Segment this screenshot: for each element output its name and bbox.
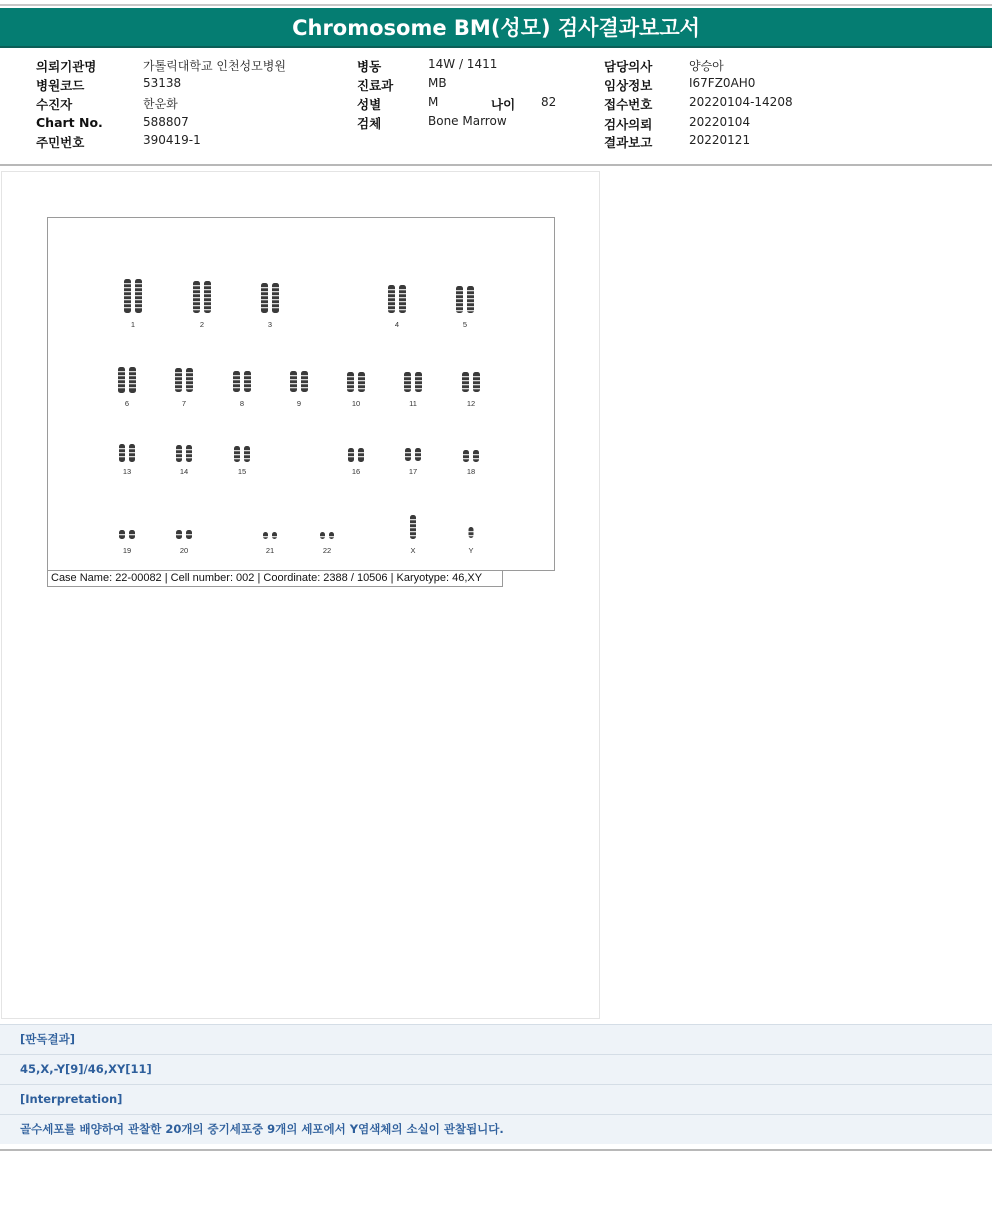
chromosome <box>415 448 421 461</box>
chromosome-band <box>261 299 268 300</box>
chromosome-band <box>388 297 395 298</box>
chromosome-band <box>175 380 182 381</box>
chromosome-pair-6 <box>118 367 136 408</box>
chromosome-band <box>135 283 142 284</box>
request-date-value: 20220104 <box>689 115 751 129</box>
chromosome-band <box>473 384 480 385</box>
chromosome-pair-9 <box>290 371 308 408</box>
interpretation-header: [Interpretation] <box>0 1084 992 1114</box>
chromosome-band <box>462 384 469 385</box>
chromosome-label: 10 <box>351 399 361 408</box>
chromosome-pair-15 <box>234 446 250 476</box>
ward-value: 14W / 1411 <box>428 57 498 71</box>
karyotype-result: 45,X,-Y[9]/46,XY[11] <box>0 1054 992 1084</box>
chromosome-band <box>261 295 268 296</box>
chromosome-label: 11 <box>409 399 417 408</box>
receipt-no-value: 20220104-14208 <box>689 95 793 109</box>
receipt-no-label: 접수번호 <box>604 97 653 112</box>
chromosome-band <box>204 297 211 298</box>
chromosome-label: X <box>410 546 416 555</box>
chromosome-band <box>118 375 125 376</box>
chromosome-band <box>186 449 192 450</box>
chromosome-band <box>388 305 395 306</box>
institution-label: 의뢰기관명 <box>36 59 97 74</box>
chromosome-band <box>405 456 411 457</box>
hospital-code-label: 병원코드 <box>36 78 85 93</box>
chromosome-band <box>456 290 463 291</box>
chromosome-band <box>124 295 131 296</box>
chromosome-band <box>272 307 279 308</box>
chromosome-label: 17 <box>408 467 418 476</box>
chromosome <box>233 371 240 392</box>
chromosome-band <box>290 383 297 384</box>
chromosome-band <box>186 384 193 385</box>
chromosome-band <box>272 295 279 296</box>
chromosome-pair-17 <box>405 448 421 476</box>
chromosome-band <box>410 519 416 520</box>
chromosome-pair-19 <box>119 530 135 555</box>
karyogram-svg <box>48 218 554 570</box>
chromosome-label: 1 <box>130 320 136 329</box>
chromosome-band <box>415 384 422 385</box>
chromosome-band <box>129 387 136 388</box>
chromosome-band <box>129 456 135 457</box>
patient-info-section <box>0 48 992 166</box>
chromosome-band <box>410 527 416 528</box>
chromosome-band <box>193 285 200 286</box>
chromosome-band <box>244 387 251 388</box>
chromosome-band <box>176 534 182 535</box>
chromosome-label: 6 <box>124 399 130 408</box>
chromosome-band <box>234 458 240 459</box>
chromosome-band <box>135 291 142 292</box>
specimen-label: 검체 <box>357 116 382 131</box>
top-rule <box>0 4 992 6</box>
chromosome-pair-20 <box>176 530 192 555</box>
chromosome-band <box>467 298 474 299</box>
chromosome-band <box>244 383 251 384</box>
interpretation-text: 골수세포를 배양하여 관찰한 20개의 중기세포중 9개의 세포에서 Y염색체의 소실이 관찰됩니다. <box>0 1114 992 1144</box>
chromosome-label: 20 <box>179 546 189 555</box>
chromosome-band <box>415 388 422 389</box>
report-title: Chromosome BM(성모) 검사결과보고서 <box>0 8 992 48</box>
chromosome-band <box>399 301 406 302</box>
chromosome-band <box>462 388 469 389</box>
chromosome-band <box>467 294 474 295</box>
chromosome <box>463 450 469 462</box>
chromosome-pair-5 <box>456 286 474 329</box>
chromosome-band <box>301 375 308 376</box>
chromosome-band <box>358 384 365 385</box>
chromosome-label: 12 <box>466 399 476 408</box>
patient-value: 한운화 <box>143 97 178 111</box>
age-label: 나이 <box>491 97 516 112</box>
chromosome-band <box>193 297 200 298</box>
chromosome-band <box>261 303 268 304</box>
chromosome-band <box>290 387 297 388</box>
chromosome <box>272 532 277 539</box>
hospital-code-value: 53138 <box>143 76 182 90</box>
chromosome-band <box>358 376 365 377</box>
chromosome <box>469 527 474 538</box>
chromosome-band <box>118 387 125 388</box>
chromosome <box>473 450 479 462</box>
chromosome-band <box>119 534 125 535</box>
chromosome-band <box>347 384 354 385</box>
karyotype-caption: Case Name: 22-00082 | Cell number: 002 | Coordinate: 2388 / 10506 | Karyotype: 46,XY <box>47 571 503 587</box>
chromosome-band <box>186 388 193 389</box>
chromosome-band <box>473 380 480 381</box>
chromosome-band <box>135 287 142 288</box>
chromosome-label: 19 <box>122 546 132 555</box>
chromosome-band <box>234 454 240 455</box>
chromosome-band <box>469 531 474 532</box>
chromosome-band <box>119 448 125 449</box>
chromosome-band <box>129 371 136 372</box>
bottom-rule <box>0 1149 992 1151</box>
chromosome-band <box>456 302 463 303</box>
chromosome-band <box>272 287 279 288</box>
chromosome-band <box>388 301 395 302</box>
chromosome-band <box>244 450 250 451</box>
chromosome-band <box>473 388 480 389</box>
chromosome-band <box>399 297 406 298</box>
chromosome-band <box>186 380 193 381</box>
resident-no-value: 390419-1 <box>143 133 201 147</box>
chromosome-band <box>462 380 469 381</box>
chromosome-band <box>129 448 135 449</box>
chromosome-label: 3 <box>267 320 273 329</box>
age-value: 82 <box>541 95 557 109</box>
patient-label: 수진자 <box>36 97 73 112</box>
doctor-label: 담당의사 <box>604 59 653 74</box>
chromosome-band <box>233 379 240 380</box>
chromosome-band <box>404 388 411 389</box>
chromosome-label: 8 <box>239 399 245 408</box>
chromosome-band <box>301 383 308 384</box>
clinical-info-value: I67FZ0AH0 <box>689 76 756 90</box>
chromosome-band <box>272 536 277 537</box>
department-label: 진료과 <box>357 78 394 93</box>
chromosome-band <box>135 299 142 300</box>
chromosome-band <box>193 309 200 310</box>
chromosome-band <box>415 456 421 457</box>
chromosome-pair-8 <box>233 371 251 408</box>
chromosome <box>405 448 411 461</box>
chromosome-band <box>124 291 131 292</box>
chromosome <box>348 448 354 462</box>
chromosome-pair-21 <box>263 532 277 555</box>
chromosome-band <box>404 384 411 385</box>
chromosome-band <box>244 454 250 455</box>
chromosome-band <box>473 376 480 377</box>
chromosome-label: 2 <box>199 320 205 329</box>
info-divider <box>0 164 992 166</box>
chromosome-band <box>456 306 463 307</box>
chromosome-band <box>124 303 131 304</box>
chromosome-band <box>186 534 192 535</box>
chromosome-band <box>415 380 422 381</box>
chromosome <box>320 532 325 539</box>
chromosome-band <box>204 285 211 286</box>
karyotype-image-panel <box>1 171 600 1019</box>
chromosome-band <box>176 457 182 458</box>
chromosome-band <box>129 534 135 535</box>
chromosome-band <box>347 380 354 381</box>
chromosome-pair-X <box>410 515 416 555</box>
chromosome-band <box>358 380 365 381</box>
chromosome-band <box>261 291 268 292</box>
chromosome-label: 21 <box>265 546 275 555</box>
chromosome-band <box>135 307 142 308</box>
chromosome <box>358 448 364 462</box>
chromosome-band <box>175 376 182 377</box>
chromosome <box>290 371 297 392</box>
chromosome-band <box>415 452 421 453</box>
chromosome-band <box>204 309 211 310</box>
chromosome-pair-14 <box>176 445 192 476</box>
chromosome-band <box>348 452 354 453</box>
chromosome-band <box>456 294 463 295</box>
chromosome-band <box>118 379 125 380</box>
chromosome-label: 7 <box>181 399 187 408</box>
institution-value: 가톨릭대학교 인천성모병원 <box>143 59 286 73</box>
chromosome-band <box>204 293 211 294</box>
chromosome-band <box>463 454 469 455</box>
chromosome-band <box>124 283 131 284</box>
chromosome-band <box>410 535 416 536</box>
report-date-value: 20220121 <box>689 133 751 147</box>
chromosome-band <box>358 456 364 457</box>
chromosome-pair-Y <box>468 527 473 555</box>
chromosome-band <box>175 384 182 385</box>
chromosome-band <box>290 379 297 380</box>
chromosome-band <box>473 458 479 459</box>
chromosome-band <box>388 309 395 310</box>
chart-no-label: Chart No. <box>36 115 103 130</box>
chromosome-band <box>118 383 125 384</box>
chromosome-band <box>135 303 142 304</box>
chromosome-band <box>301 387 308 388</box>
chromosome-band <box>272 291 279 292</box>
chromosome-band <box>320 536 325 537</box>
report-date-label: 결과보고 <box>604 135 653 150</box>
request-date-label: 검사의뢰 <box>604 117 653 132</box>
chromosome-band <box>467 310 474 311</box>
chromosome-band <box>129 383 136 384</box>
judgement-header: [판독결과] <box>0 1024 992 1054</box>
chromosome-band <box>175 388 182 389</box>
clinical-info-label: 임상정보 <box>604 78 653 93</box>
chromosome-band <box>290 375 297 376</box>
chromosome-band <box>410 531 416 532</box>
chromosome-label: 13 <box>122 467 132 476</box>
chromosome-label: 22 <box>322 546 332 555</box>
chromosome-label: 14 <box>179 467 189 476</box>
chromosome-pair-18 <box>463 450 479 476</box>
chromosome-pair-16 <box>348 448 364 476</box>
chromosome-band <box>204 301 211 302</box>
chromosome-band <box>233 387 240 388</box>
chromosome-band <box>462 376 469 377</box>
chromosome-band <box>347 388 354 389</box>
chromosome-band <box>347 376 354 377</box>
sex-label: 성별 <box>357 97 382 112</box>
chromosome-pair-7 <box>175 368 193 408</box>
chromosome-band <box>399 289 406 290</box>
chromosome-band <box>467 306 474 307</box>
chromosome-band <box>124 287 131 288</box>
chromosome-band <box>261 307 268 308</box>
chromosome-band <box>301 379 308 380</box>
chromosome-band <box>244 458 250 459</box>
chromosome-pair-11 <box>404 372 422 408</box>
ward-label: 병동 <box>357 59 382 74</box>
chromosome-band <box>404 380 411 381</box>
chromosome-pair-3 <box>261 283 279 329</box>
chromosome-band <box>272 299 279 300</box>
chromosome-band <box>118 371 125 372</box>
chromosome-label: 5 <box>462 320 468 329</box>
chromosome <box>263 532 268 539</box>
chromosome-pair-13 <box>119 444 135 476</box>
chart-no-value: 588807 <box>143 115 189 129</box>
chromosome-band <box>399 293 406 294</box>
chromosome-pair-10 <box>347 372 365 408</box>
karyotype-image <box>47 217 555 571</box>
chromosome-band <box>119 452 125 453</box>
chromosome-pair-1 <box>124 279 142 329</box>
chromosome-label: 15 <box>237 467 247 476</box>
chromosome-band <box>469 535 474 536</box>
chromosome-pair-2 <box>193 281 211 329</box>
chromosome-pair-4 <box>388 285 406 329</box>
chromosome-band <box>244 375 251 376</box>
chromosome-band <box>129 452 135 453</box>
chromosome-band <box>186 376 193 377</box>
chromosome-pair-22 <box>320 532 334 555</box>
chromosome <box>244 371 251 392</box>
chromosome-label: Y <box>468 546 474 555</box>
department-value: MB <box>428 76 447 90</box>
chromosome <box>329 532 334 539</box>
chromosome-band <box>405 452 411 453</box>
chromosome-pair-12 <box>462 372 480 408</box>
chromosome-band <box>399 309 406 310</box>
chromosome-band <box>129 375 136 376</box>
chromosome-band <box>129 379 136 380</box>
chromosome-band <box>404 376 411 377</box>
chromosome-band <box>456 298 463 299</box>
specimen-value: Bone Marrow <box>428 114 507 128</box>
chromosome-band <box>204 305 211 306</box>
chromosome-band <box>193 289 200 290</box>
chromosome-band <box>272 303 279 304</box>
chromosome-band <box>244 379 251 380</box>
resident-no-label: 주민번호 <box>36 135 85 150</box>
chromosome-band <box>193 293 200 294</box>
chromosome-band <box>263 536 268 537</box>
sex-value: M <box>428 95 439 109</box>
chromosome <box>301 371 308 392</box>
chromosome-band <box>358 452 364 453</box>
chromosome-band <box>261 287 268 288</box>
chromosome-band <box>388 293 395 294</box>
chromosome-label: 4 <box>394 320 400 329</box>
chromosome-band <box>467 302 474 303</box>
chromosome-band <box>124 307 131 308</box>
chromosome-band <box>119 456 125 457</box>
chromosome-band <box>467 290 474 291</box>
chromosome-band <box>329 536 334 537</box>
chromosome-label: 16 <box>351 467 361 476</box>
chromosome-band <box>176 449 182 450</box>
chromosome-band <box>463 458 469 459</box>
chromosome-band <box>193 301 200 302</box>
chromosome-band <box>410 523 416 524</box>
chromosome-band <box>233 383 240 384</box>
chromosome-band <box>456 310 463 311</box>
chromosome-band <box>415 376 422 377</box>
chromosome-band <box>399 305 406 306</box>
chromosome-label: 9 <box>296 399 302 408</box>
doctor-value: 양승아 <box>689 59 724 73</box>
chromosome-band <box>358 388 365 389</box>
chromosome-band <box>135 295 142 296</box>
chromosome-band <box>186 453 192 454</box>
chromosome-band <box>388 289 395 290</box>
chromosome-band <box>175 372 182 373</box>
chromosome-label: 18 <box>466 467 476 476</box>
chromosome-band <box>193 305 200 306</box>
chromosome-band <box>473 454 479 455</box>
chromosome-band <box>233 375 240 376</box>
chromosome-band <box>204 289 211 290</box>
chromosome-band <box>124 299 131 300</box>
chromosome-band <box>234 450 240 451</box>
chromosome-band <box>186 457 192 458</box>
chromosome-band <box>176 453 182 454</box>
chromosome-band <box>348 456 354 457</box>
chromosome-band <box>186 372 193 373</box>
